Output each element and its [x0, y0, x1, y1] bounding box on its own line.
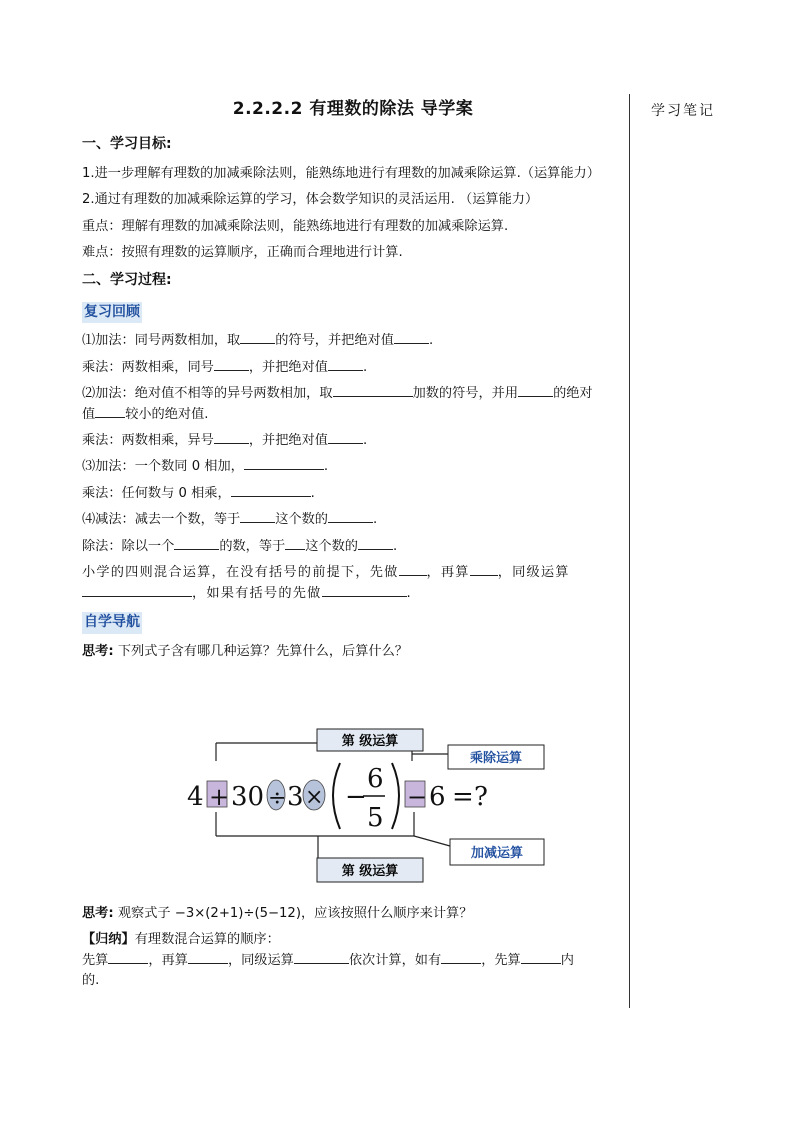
review-3-mul: 乘法：任何数与 0 相乘， .: [82, 485, 315, 501]
self-study-label: 自学导航: [82, 612, 142, 634]
expr-4: 4: [187, 782, 204, 812]
think-2: 思考: 观察式子 −3×(2+1)÷(5−12)，应该按照什么顺序来计算？: [82, 906, 473, 921]
connector-line: [414, 836, 450, 846]
review-1-add: ⑴加法：同号两数相加，取 的符号，并把绝对值 .: [82, 333, 434, 349]
blank[interactable]: [108, 951, 148, 964]
review-4-div: 除法：除以一个 的数，等于 这个数的 .: [82, 538, 398, 554]
expr-div: ÷: [268, 786, 287, 811]
notes-divider: [629, 94, 630, 1008]
expr-minus: −: [407, 783, 428, 811]
expr-eq: =: [452, 782, 474, 812]
review-1-mul: 乘法：两数相乘，同号 ，并把绝对值 .: [82, 359, 368, 375]
blank[interactable]: [441, 951, 481, 964]
review-3-add: ⑶加法：一个数同 0 相加， .: [82, 459, 329, 475]
summary-body: 先算 ，再算 ，同级运算 依次计算，如有 ，先算 内 的.: [82, 952, 574, 989]
left-paren: [333, 763, 340, 829]
review-4-sub: ⑷减法：减去一个数，等于 这个数的 .: [82, 512, 378, 528]
expr-6: 6: [429, 782, 446, 812]
summary-heading: 【归纳】有理数混合运算的顺序：: [82, 932, 280, 948]
expr-denominator: 5: [367, 803, 384, 833]
review-2-mul: 乘法：两数相乘，异号 ，并把绝对值 .: [82, 433, 368, 449]
right-paren: [392, 763, 399, 829]
expr-neg: −: [345, 782, 367, 812]
key-point: 重点：理解有理数的加减乘除法则，能熟练地进行有理数的加减乘除运算.: [82, 218, 509, 234]
expr-times: ×: [305, 785, 324, 810]
page-title: 2.2.2.2 有理数的除法 导学案: [232, 99, 474, 119]
worksheet-lower: [82, 904, 624, 998]
blank[interactable]: [521, 951, 561, 964]
difficulty-point: 难点：按照有理数的运算顺序，正确而合理地进行计算.: [82, 245, 403, 261]
expr-plus: +: [209, 783, 230, 811]
review-label: 复习回顾: [82, 302, 142, 324]
goal-1: 1.进一步理解有理数的加减乘除法则，能熟练地进行有理数的加减乘除运算.（运算能力）: [82, 166, 600, 182]
goal-2: 2.通过有理数的加减乘除运算的学习，体会数学知识的灵活运用. （运算能力）: [82, 192, 539, 208]
expr-30: 30: [231, 782, 265, 812]
addsub-label: 加减运算: [470, 846, 524, 861]
top-level-label: 第 级运算: [341, 734, 399, 749]
section-process-heading: 二、学习过程:: [82, 271, 172, 288]
think-1: 思考: 下列式子含有哪几种运算？先算什么，后算什么？: [82, 643, 408, 659]
expr-question: ?: [474, 782, 488, 812]
bottom-level-label: 第 级运算: [341, 864, 399, 879]
study-notes-title: 学习笔记: [651, 103, 715, 119]
section-goals-heading: 一、学习目标:: [82, 136, 172, 153]
review-5: 小学的四则混合运算，在没有括号的前提下，先做 ，再算 ，同级运算 ，如果有括号的先做 .: [82, 565, 570, 601]
muldiv-label: 乘除运算: [469, 751, 523, 766]
blank[interactable]: [294, 951, 349, 964]
expr-numerator: 6: [367, 764, 384, 794]
blank[interactable]: [188, 951, 228, 964]
expr-3: 3: [287, 782, 304, 812]
review-2-add: ⑵加法：绝对值不相等的异号两数相加，取 加数的符号，并用 的绝对 值 较小的绝对值.: [82, 386, 593, 422]
